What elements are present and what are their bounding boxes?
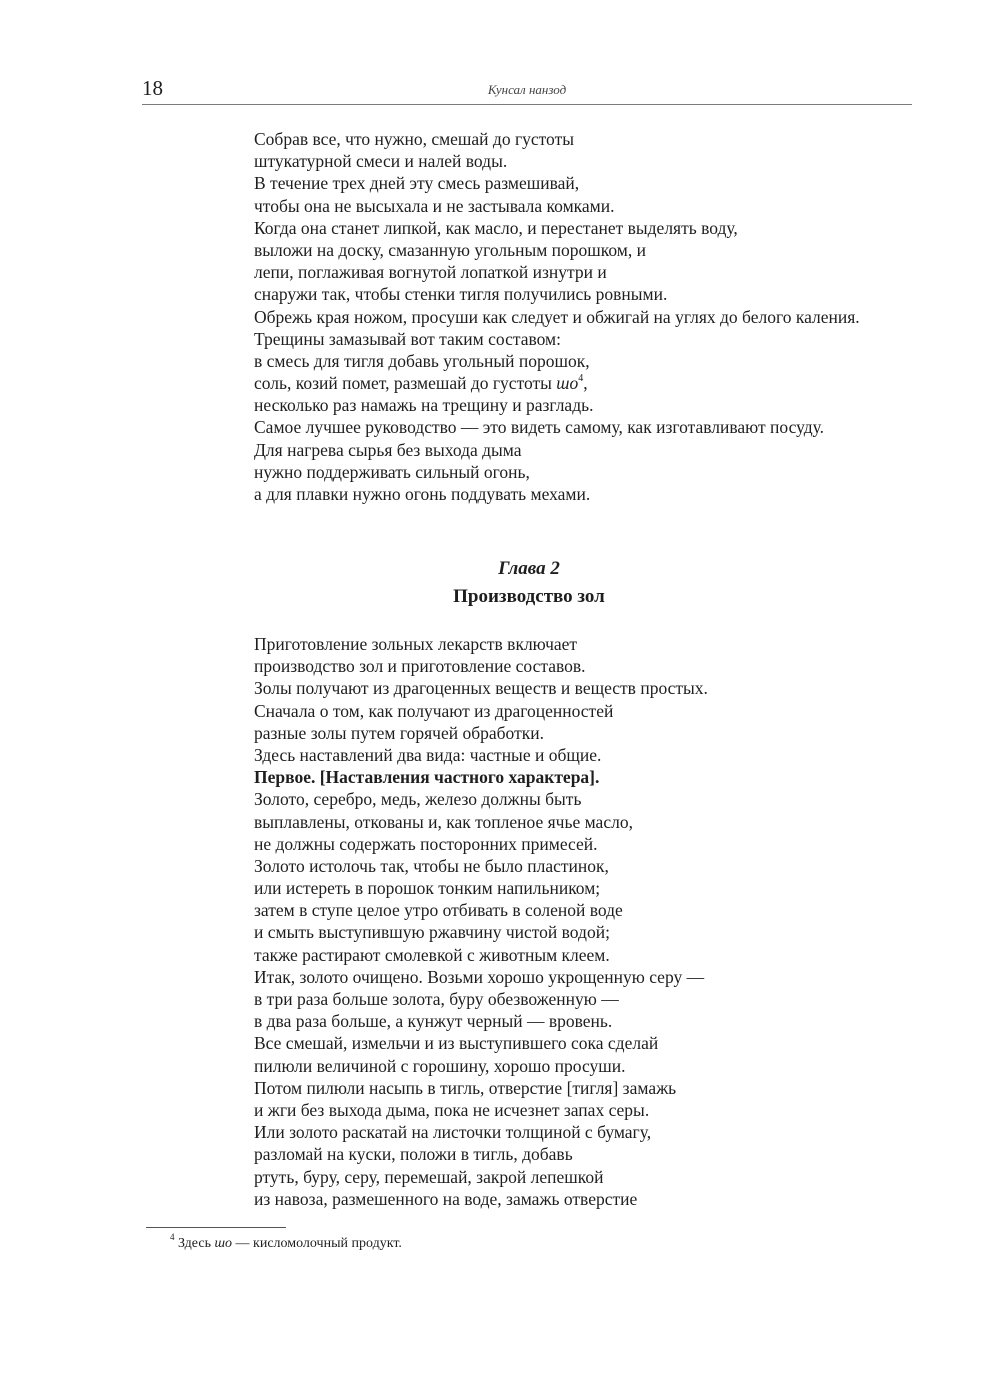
text-line: В течение трех дней эту смесь размешивай, [254,173,580,194]
text-segment: , [583,373,588,394]
text-line: Здесь наставлений два вида: частные и общие. [254,744,602,765]
text-line: пилюли величиной с горошину, хорошо просуши. [254,1055,626,1076]
text-line: Все смешай, измельчи и из выступившего сока сделай [254,1033,659,1054]
text-line: Золы получают из драгоценных веществ и веществ простых. [254,678,708,699]
text-line: или истереть в порошок тонким напильником; [254,878,601,899]
page-header [142,74,912,105]
footnote-text: — кисломолочный продукт. [232,1236,402,1251]
footnote [170,1232,402,1253]
text-line: также растирают смолевкой с животным клеем. [254,944,610,965]
chapter-title: Производство зол [453,586,605,607]
text-line: из навоза, размешенного на воде, замажь отверстие [254,1188,638,1209]
chapter-number: Глава 2 [498,558,560,579]
text-line: не должны содержать посторонних примесей. [254,833,598,854]
page-number: 18 [142,76,163,100]
chapter-heading [254,556,804,612]
text-line: разломай на куски, положи в тигль, добавь [254,1144,573,1165]
text-line: Сначала о том, как получают из драгоценностей [254,700,614,721]
text-line: Самое лучшее руководство — это видеть самому, как изготавливают посуду. [254,417,825,438]
text-line: Приготовление зольных лекарств включает [254,634,578,654]
term-sho: шо [556,373,579,394]
running-title: Кунсал нанзод [487,82,567,97]
text-line: а для плавки нужно огонь поддувать мехами. [254,484,591,504]
text-line: в смесь для тигля добавь угольный порошок, [254,350,590,371]
text-line: и смыть выступившую ржавчину чистой водой; [254,922,610,943]
text-line: Итак, золото очищено. Возьми хорошо укрощенную серу — [254,966,705,987]
text-line: Обрежь края ножом, просуши как следует и обжигай на углях до белого каления. [254,306,860,327]
text-line: Для нагрева сырья без выхода дыма [254,439,522,460]
text-line: в два раза больше, а кунжут черный — вровень. [254,1011,613,1032]
text-line: и жги без выхода дыма, пока не исчезнет запах серы. [254,1099,650,1120]
text-line: штукатурной смеси и налей воды. [254,151,508,172]
footnote-text: Здесь [174,1236,215,1251]
text-line: Когда она станет липкой, как масло, и перестанет выделять воду, [254,217,738,238]
poem-block-2 [254,633,914,1210]
text-line: Собрав все, что нужно, смешай до густоты [254,129,574,149]
text-line-with-footnote [254,372,914,394]
text-line: Золото, серебро, медь, железо должны быть [254,789,582,810]
text-line: разные золы путем горячей обработки. [254,722,544,743]
text-line: затем в ступе целое утро отбивать в соленой воде [254,900,623,921]
text-line: Потом пилюли насыпь в тигль, отверстие [тигля] замажь [254,1077,677,1098]
footnote-reference[interactable]: 4 [578,373,584,385]
text-line: Или золото раскатай на листочки толщиной с бумагу, [254,1122,652,1143]
text-line: Золото истолочь так, чтобы не было пластинок, [254,855,609,876]
text-line: в три раза больше золота, буру обезвоженную — [254,989,619,1009]
text-line: лепи, поглаживая вогнутой лопаткой изнутри и [254,262,607,283]
text-line: снаружи так, чтобы стенки тигля получились ровными. [254,284,668,305]
text-line: производство зол и приготовление составов. [254,656,586,677]
text-line: ртуть, буру, серу, перемешай, закрой лепешкой [254,1166,604,1187]
text-line: нужно поддерживать сильный огонь, [254,461,530,482]
section-subheading: Первое. [Наставления частного характера]. [254,767,600,788]
text-line: выложи на доску, смазанную угольным порошком, и [254,239,646,260]
text-segment: соль, козий помет, размешай до густоты [254,373,557,394]
text-line: чтобы она не высыхала и не застывала комками. [254,195,615,216]
text-line: Трещины замазывай вот таким составом: [254,328,561,349]
footnote-term: шо [214,1236,233,1251]
text-line: несколько раз намажь на трещину и разгладь. [254,395,594,416]
poem-block-1 [254,128,914,505]
footnote-divider [146,1227,286,1228]
footnote-mark: 4 [170,1232,175,1243]
text-line: выплавлены, откованы и, как топленое ячье масло, [254,811,633,832]
